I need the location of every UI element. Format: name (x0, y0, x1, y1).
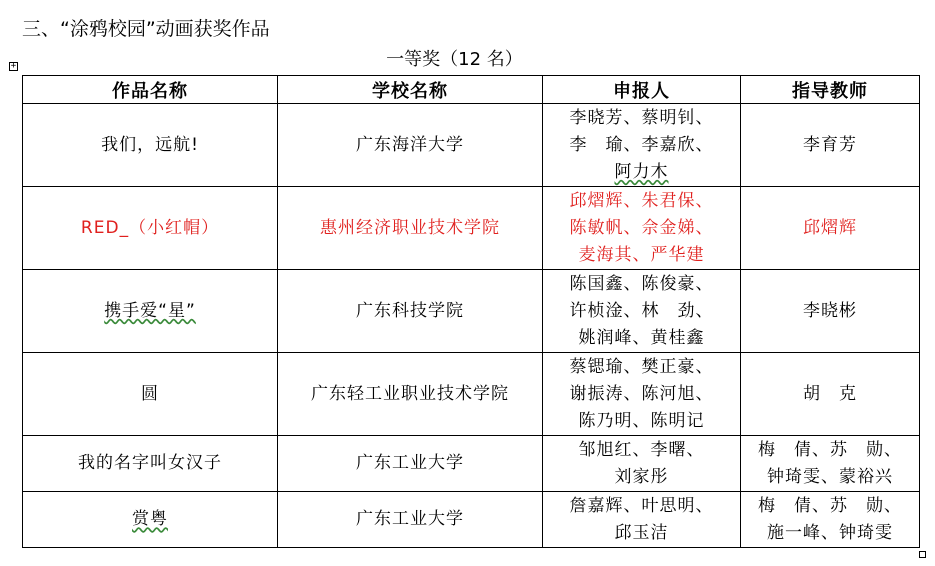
header-advisor: 指导教师 (741, 76, 920, 104)
cell-work-name (23, 492, 278, 548)
applicant-line: 邱玉洁 (614, 522, 669, 543)
table-row (23, 104, 920, 187)
applicant-name: 阿力木 (614, 161, 669, 182)
applicant-line: 麦海其、严华建 (578, 244, 705, 265)
advisor-line: 梅 倩、苏 勋、 (758, 495, 902, 516)
table-row-highlighted (23, 187, 920, 270)
plus-in-box-icon[interactable]: + (10, 61, 17, 71)
applicant-line: 刘家彤 (614, 466, 669, 487)
table-row (23, 436, 920, 492)
cell-school-name: 广东科技学院 (278, 270, 543, 353)
cell-advisor (741, 492, 920, 548)
applicant-line: 蔡锶瑜、樊正豪、 (569, 356, 714, 377)
applicant-line: 詹嘉辉、叶思明、 (569, 495, 714, 516)
section-heading: 三、“涂鸦校园”动画获奖作品 (22, 18, 270, 40)
applicant-line: 邹旭红、李曙、 (578, 439, 705, 460)
cell-work-name (23, 270, 278, 353)
cell-advisor: 李晓彬 (741, 270, 920, 353)
applicant-line (547, 159, 736, 186)
cell-applicants (543, 187, 741, 270)
cell-advisor: 胡 克 (741, 353, 920, 436)
advisor-line: 梅 倩、苏 勋、 (758, 439, 902, 460)
work-name-text: 携手爱“星” (104, 300, 196, 321)
cell-advisor (741, 436, 920, 492)
header-work-name: 作品名称 (23, 76, 278, 104)
table-row (23, 270, 920, 353)
header-school-name: 学校名称 (278, 76, 543, 104)
applicant-line: 谢振涛、陈河旭、 (569, 383, 714, 404)
header-applicants: 申报人 (543, 76, 741, 104)
table-row (23, 492, 920, 548)
applicant-line: 许桢淦、林 劲、 (569, 300, 714, 321)
cell-applicants (543, 436, 741, 492)
applicant-line: 李 瑜、李嘉欣、 (569, 134, 714, 155)
cell-work-name: 我的名字叫女汉子 (23, 436, 278, 492)
cell-school-name: 惠州经济职业技术学院 (278, 187, 543, 270)
table-header-row (23, 76, 920, 104)
applicant-line: 邱熠辉、朱君保、 (569, 190, 714, 211)
table-row (23, 353, 920, 436)
cell-school-name: 广东海洋大学 (278, 104, 543, 187)
award-level-text: 一等奖（12 名） (386, 49, 523, 70)
cell-applicants (543, 492, 741, 548)
work-name-text: 赏粤 (132, 509, 168, 529)
cell-applicants (543, 353, 741, 436)
applicant-line: 李晓芳、蔡明钊、 (569, 107, 714, 128)
award-level-title (0, 47, 935, 73)
cell-advisor: 邱熠辉 (741, 187, 920, 270)
cell-applicants (543, 270, 741, 353)
cell-applicants (543, 104, 741, 187)
applicant-line: 陈国鑫、陈俊豪、 (569, 273, 714, 294)
square-handle-icon[interactable] (919, 551, 926, 558)
advisor-line: 施一峰、钟琦雯 (767, 522, 893, 543)
cell-school-name: 广东工业大学 (278, 492, 543, 548)
awards-table (22, 75, 920, 548)
cell-school-name: 广东轻工业职业技术学院 (278, 353, 543, 436)
applicant-line: 陈乃明、陈明记 (578, 410, 705, 431)
cell-work-name: RED_（小红帽） (23, 187, 278, 270)
cell-school-name: 广东工业大学 (278, 436, 543, 492)
cell-work-name: 圆 (23, 353, 278, 436)
applicant-line: 陈敏帆、佘金娣、 (569, 217, 714, 238)
cell-advisor: 李育芳 (741, 104, 920, 187)
cell-work-name: 我们，远航! (23, 104, 278, 187)
applicant-line: 姚润峰、黄桂鑫 (578, 327, 705, 348)
advisor-line: 钟琦雯、蒙裕兴 (767, 466, 893, 487)
